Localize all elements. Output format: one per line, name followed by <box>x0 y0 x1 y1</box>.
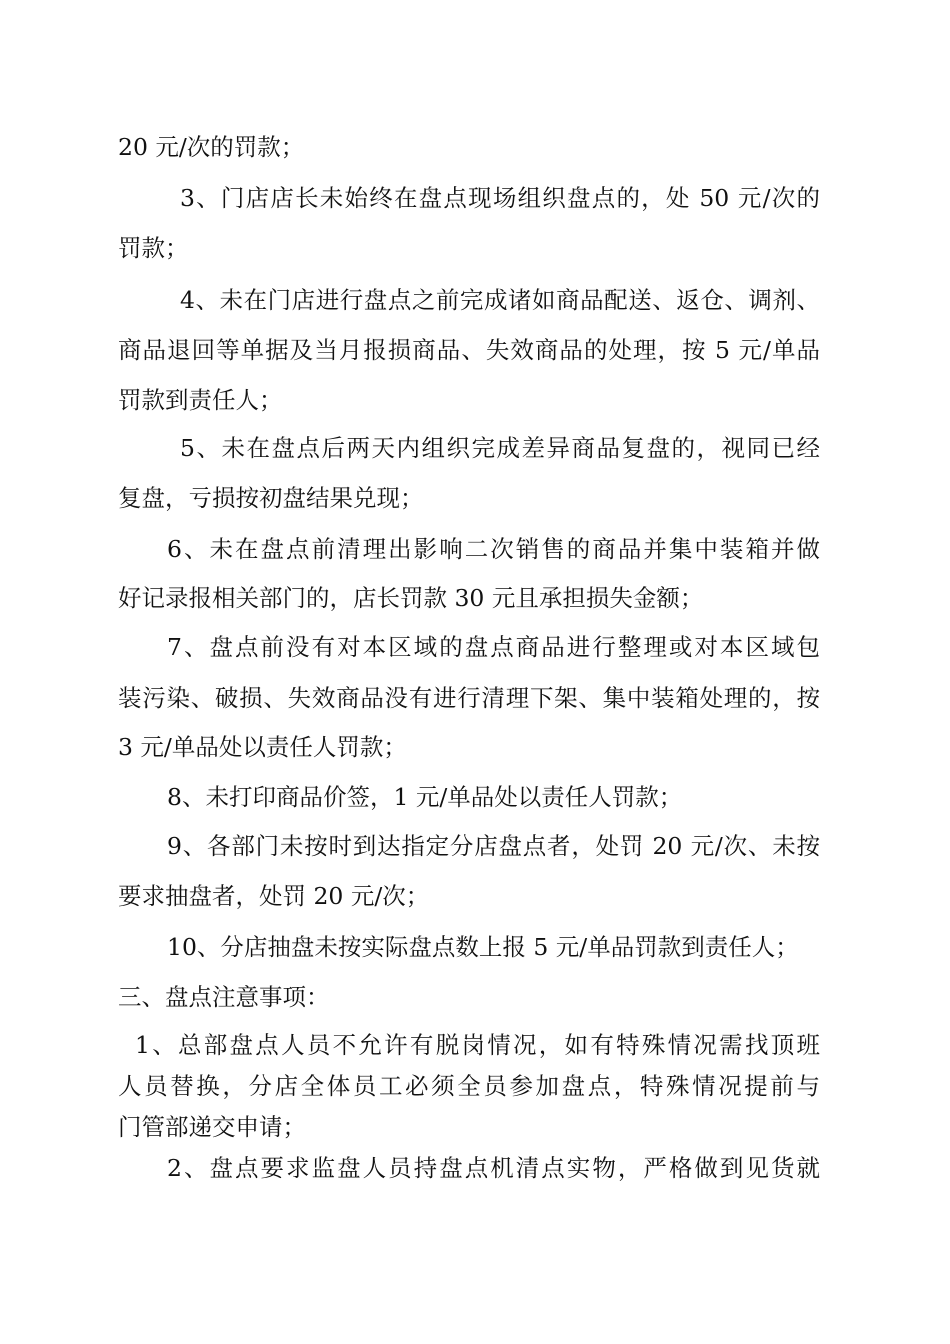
paragraph-line: 4、未在门店进行盘点之前完成诸如商品配送、返仓、调剂、 <box>180 286 820 314</box>
paragraph-line: 门管部递交申请； <box>118 1113 306 1141</box>
paragraph-line: 要求抽盘者，处罚 20 元/次； <box>118 882 430 910</box>
paragraph-line: 9、各部门未按时到达指定分店盘点者，处罚 20 元/次、未按 <box>167 832 820 860</box>
paragraph-line: 装污染、破损、失效商品没有进行清理下架、集中装箱处理的，按 <box>118 684 820 712</box>
paragraph-line: 3、门店店长未始终在盘点现场组织盘点的，处 50 元/次的 <box>180 184 820 212</box>
paragraph-line: 罚款； <box>118 234 189 262</box>
paragraph-line: 复盘，亏损按初盘结果兑现； <box>118 484 424 512</box>
section-heading: 三、盘点注意事项： <box>118 983 330 1011</box>
paragraph-line: 8、未打印商品价签，1 元/单品处以责任人罚款； <box>167 783 683 811</box>
paragraph-line: 人员替换，分店全体员工必须全员参加盘点，特殊情况提前与 <box>118 1072 820 1100</box>
paragraph-line: 罚款到责任人； <box>118 386 283 414</box>
paragraph-line: 7、盘点前没有对本区域的盘点商品进行整理或对本区域包 <box>167 633 820 661</box>
paragraph-line: 2、盘点要求监盘人员持盘点机清点实物，严格做到见货就 <box>167 1154 820 1182</box>
paragraph-line: 3 元/单品处以责任人罚款； <box>118 733 407 761</box>
paragraph-line: 1、总部盘点人员不允许有脱岗情况，如有特殊情况需找顶班 <box>135 1031 820 1059</box>
paragraph-line: 商品退回等单据及当月报损商品、失效商品的处理，按 5 元/单品 <box>118 336 820 364</box>
paragraph-line: 10、分店抽盘未按实际盘点数上报 5 元/单品罚款到责任人； <box>167 933 799 961</box>
paragraph-line: 20 元/次的罚款； <box>118 133 305 161</box>
paragraph-line: 6、未在盘点前清理出影响二次销售的商品并集中装箱并做 <box>167 535 820 563</box>
paragraph-line: 好记录报相关部门的，店长罚款 30 元且承担损失金额； <box>118 584 704 612</box>
paragraph-line: 5、未在盘点后两天内组织完成差异商品复盘的，视同已经 <box>180 434 820 462</box>
